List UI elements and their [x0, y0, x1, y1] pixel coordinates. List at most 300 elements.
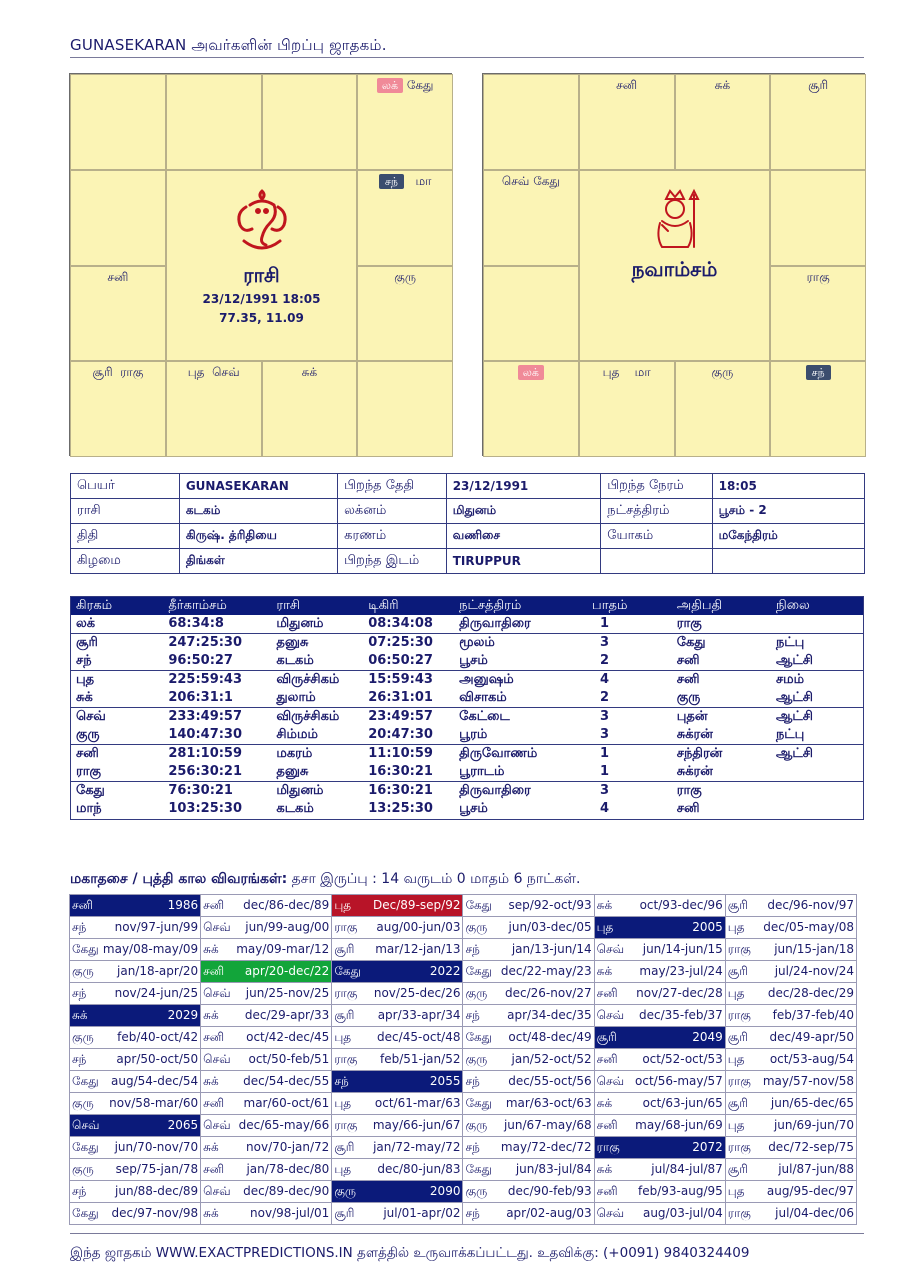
navamsa-chart	[482, 73, 865, 456]
planet-row	[70, 652, 864, 671]
planet-row	[70, 689, 864, 708]
dasa-cell	[594, 1093, 725, 1115]
dasa-row	[70, 1115, 857, 1137]
dasa-cell	[725, 1203, 856, 1225]
dasa-cell	[332, 1137, 463, 1159]
dasa-planet: குரு	[334, 1183, 357, 1198]
dasa-planet: சுக்	[203, 1139, 219, 1154]
planet-column-header: டிகிரி	[362, 596, 453, 615]
dasa-planet: சூரி	[334, 941, 355, 956]
dasa-title-rest: தசா இருப்பு : 14 வருடம் 0 மாதம் 6 நாட்கள்.	[287, 871, 581, 887]
dasa-period: jul/01-apr/02	[383, 1205, 461, 1220]
planet-column-header: அதிபதி	[671, 596, 770, 615]
dasa-cell	[725, 939, 856, 961]
dasa-cell	[463, 939, 594, 961]
dasa-period: mar/63-oct/63	[505, 1095, 592, 1110]
dasa-period: jul/04-dec/06	[775, 1205, 854, 1220]
dasa-planet: கேது	[72, 941, 99, 956]
dasa-planet: சனி	[203, 1161, 225, 1176]
dasa-period: jun/14-jun/15	[642, 941, 723, 956]
dasa-cell	[332, 961, 463, 983]
dasa-planet: சனி	[203, 1029, 225, 1044]
planet-cell: சுக்	[76, 690, 93, 705]
dasa-planet: கேது	[465, 1029, 493, 1044]
dasa-period: dec/35-feb/37	[639, 1007, 723, 1022]
dasa-planet: சந்	[465, 1205, 480, 1220]
dasa-planet: செவ்	[596, 1205, 625, 1220]
dasa-cell	[70, 1181, 201, 1203]
dasa-cell	[594, 917, 725, 939]
rasi-cell-libra	[262, 361, 358, 457]
dasa-planet: கேது	[465, 897, 493, 912]
dasa-cell	[594, 983, 725, 1005]
dasa-planet: புத	[334, 1029, 352, 1044]
dasa-planet: சந்	[334, 1073, 349, 1088]
dasa-planet: செவ்	[596, 1007, 625, 1022]
dasa-cell	[332, 1093, 463, 1115]
dasa-cell	[725, 1115, 856, 1137]
dasa-planet: சந்	[465, 1139, 480, 1154]
planet-cell: 1	[600, 616, 610, 631]
planet-cell: ராகு	[671, 782, 770, 801]
planet-cell: 103:25:30	[168, 801, 243, 816]
dasa-period: nov/97-jun/99	[114, 919, 199, 934]
planet-cell: திருவாதிரை	[453, 782, 586, 801]
dasa-cell	[725, 1093, 856, 1115]
dasa-cell	[201, 939, 332, 961]
planet-cell: 225:59:43	[162, 671, 270, 690]
dasa-planet: செவ்	[203, 985, 231, 1000]
planet-cell: விருச்சிகம்	[270, 708, 362, 727]
planet-cell: துலாம்	[276, 690, 316, 705]
info-label	[601, 549, 712, 574]
planet-cell: ராகு	[676, 616, 702, 631]
planet-cell: மிதுனம்	[276, 616, 324, 631]
rasi-cell-taurus	[262, 74, 358, 170]
planet-cell: சிம்மம்	[276, 727, 318, 742]
dasa-planet: ராகு	[334, 985, 358, 1000]
dasa-period: jun/03-dec/05	[508, 919, 592, 934]
planet-cell: சூரி	[70, 634, 162, 653]
dasa-planet: புத	[334, 897, 352, 912]
dasa-cell	[201, 1115, 332, 1137]
planet-row	[70, 634, 864, 653]
dasa-period: feb/93-aug/95	[638, 1183, 723, 1198]
dasa-cell	[70, 1049, 201, 1071]
info-value: வணிசை	[446, 524, 601, 549]
dasa-period: dec/90-feb/93	[507, 1183, 592, 1198]
dasa-planet: ராகு	[727, 941, 751, 956]
planet-cell: 07:25:30	[362, 634, 453, 653]
dasa-planet: சூரி	[596, 1029, 617, 1044]
dasa-planet: சூரி	[727, 1029, 748, 1044]
dasa-period: nov/58-mar/60	[109, 1095, 199, 1110]
info-label: பெயர்	[71, 474, 180, 499]
dasa-planet: செவ்	[203, 1117, 231, 1132]
dasa-cell	[594, 1049, 725, 1071]
planet-cell: விருச்சிகம்	[270, 671, 362, 690]
rasi-cell-sagittarius	[70, 361, 166, 457]
dasa-row	[70, 1203, 857, 1225]
rasi-title: ராசி	[243, 262, 280, 287]
dasa-cell	[70, 1027, 201, 1049]
planet-cell: மிதுனம்	[270, 782, 362, 801]
info-value: திங்கள்	[179, 549, 337, 574]
dasa-cell	[70, 1115, 201, 1137]
dasa-planet: ராகு	[727, 1139, 751, 1154]
planet-cell: சமம்	[770, 671, 864, 690]
dasa-period: may/57-nov/58	[762, 1073, 854, 1088]
dasa-row	[70, 939, 857, 961]
dasa-period: dec/54-dec/55	[243, 1073, 330, 1088]
planet-cell: பூராடம்	[459, 764, 505, 779]
rasi-coords: 77.35, 11.09	[219, 310, 304, 325]
dasa-period: oct/42-dec/45	[246, 1029, 330, 1044]
navamsa-cell-text: செவ் கேது	[501, 173, 560, 188]
dasa-cell	[594, 1137, 725, 1159]
navamsa-cell-taurus	[675, 74, 771, 170]
dasa-planet: சந்	[72, 1051, 87, 1066]
rasi-cell-text: புத செவ்	[187, 365, 240, 380]
planet-cell: ஆட்சி	[770, 708, 864, 727]
dasa-row	[70, 961, 857, 983]
dasa-cell	[594, 895, 725, 917]
dasa-period: apr/02-aug/03	[506, 1205, 592, 1220]
dasa-planet: சந்	[72, 985, 87, 1000]
planet-column-header: ராசி	[270, 596, 362, 615]
dasa-planet: புத	[596, 919, 614, 934]
dasa-cell	[463, 1203, 594, 1225]
dasa-period: dec/05-may/08	[763, 919, 854, 934]
dasa-cell	[201, 1137, 332, 1159]
dasa-cell	[725, 895, 856, 917]
planet-cell: 1	[586, 745, 671, 764]
dasa-period: 2065	[167, 1117, 199, 1132]
planet-column-header: நட்சத்திரம்	[453, 596, 586, 615]
dasa-planet: சந்	[72, 1183, 87, 1198]
planet-cell: அனுஷம்	[453, 671, 586, 690]
dasa-period: dec/55-oct/56	[508, 1073, 592, 1088]
planet-cell: விசாகம்	[459, 690, 507, 705]
dasa-planet: புத	[727, 919, 745, 934]
dasa-planet: செவ்	[203, 1051, 231, 1066]
dasa-period: dec/28-dec/29	[767, 985, 854, 1000]
info-row	[71, 549, 865, 574]
planet-cell: நட்பு	[770, 634, 864, 653]
dasa-planet: சந்	[465, 941, 480, 956]
dasa-period: may/72-dec/72	[500, 1139, 592, 1154]
dasa-planet: குரு	[465, 1117, 488, 1132]
navamsa-cell-virgo	[770, 361, 866, 457]
dasa-planet: கேது	[72, 1139, 99, 1154]
dasa-cell	[594, 1071, 725, 1093]
dasa-row	[70, 1005, 857, 1027]
planet-cell	[770, 615, 864, 634]
murugan-icon	[642, 185, 708, 251]
dasa-planet: சுக்	[203, 1073, 219, 1088]
dasa-planet: சந்	[465, 1073, 480, 1088]
planet-cell: பூரம்	[459, 727, 488, 742]
dasa-planet: குரு	[465, 1183, 488, 1198]
rasi-cell-gemini	[357, 74, 453, 170]
dasa-planet: சூரி	[727, 1095, 748, 1110]
dasa-cell	[594, 961, 725, 983]
dasa-cell	[70, 939, 201, 961]
planet-cell: 15:59:43	[362, 671, 453, 690]
planet-cell: கேட்டை	[453, 708, 586, 727]
dasa-planet: சுக்	[203, 941, 219, 956]
navamsa-cell-text: புத மா	[602, 365, 651, 380]
planet-cell: 20:47:30	[368, 727, 433, 742]
dasa-cell	[201, 895, 332, 917]
planet-cell: 3	[600, 727, 610, 742]
dasa-planet: சூரி	[334, 1205, 355, 1220]
dasa-cell	[201, 1049, 332, 1071]
dasa-period: jun/69-jun/70	[773, 1117, 854, 1132]
planet-cell: 3	[586, 782, 671, 801]
dasa-row	[70, 895, 857, 917]
dasa-period: oct/48-dec/49	[508, 1029, 592, 1044]
dasa-cell	[332, 1181, 463, 1203]
rasi-cell-text: சனி	[107, 269, 129, 284]
dasa-cell	[201, 1159, 332, 1181]
dasa-row	[70, 1159, 857, 1181]
dasa-planet: செவ்	[596, 941, 625, 956]
dasa-planet: சூரி	[727, 1161, 748, 1176]
dasa-period: jan/18-apr/20	[117, 963, 199, 978]
dasa-cell	[201, 917, 332, 939]
dasa-planet: கேது	[465, 1095, 493, 1110]
planet-cell: 140:47:30	[168, 727, 243, 742]
dasa-planet: சுக்	[203, 1205, 219, 1220]
planet-cell: மூலம்	[453, 634, 586, 653]
info-label: யோகம்	[601, 524, 712, 549]
navamsa-cell-text: சுக்	[714, 78, 731, 92]
navamsa-cell-leo	[770, 266, 866, 362]
info-label: கிழமை	[71, 549, 180, 574]
planet-cell: 247:25:30	[162, 634, 270, 653]
dasa-period: sep/92-oct/93	[508, 897, 592, 912]
dasa-planet: செவ்	[596, 1073, 625, 1088]
dasa-planet: சனி	[596, 1051, 618, 1066]
info-value: கிருஷ். த்ரிதியை	[179, 524, 337, 549]
footer-divider	[70, 1233, 864, 1234]
info-label: ராசி	[71, 499, 180, 524]
dasa-period: apr/50-oct/50	[116, 1051, 199, 1066]
dasa-period: nov/27-dec/28	[636, 985, 723, 1000]
dasa-cell	[70, 1159, 201, 1181]
dasa-cell	[332, 895, 463, 917]
planet-cell: புதன்	[671, 708, 770, 727]
dasa-period: mar/60-oct/61	[243, 1095, 330, 1110]
dasa-planet: சந்	[465, 1007, 480, 1022]
lagna-badge: லக்	[518, 365, 544, 380]
dasa-period: jan/52-oct/52	[511, 1051, 592, 1066]
planet-row	[70, 745, 864, 764]
dasa-planet: ராகு	[727, 1007, 751, 1022]
planet-cell: 96:50:27	[168, 653, 233, 668]
dasa-cell	[332, 1115, 463, 1137]
dasa-period: oct/53-aug/54	[769, 1051, 854, 1066]
dasa-cell	[201, 983, 332, 1005]
dasa-row	[70, 1093, 857, 1115]
dasa-period: dec/65-may/66	[238, 1117, 330, 1132]
dasa-cell	[463, 1093, 594, 1115]
planet-column-header: தீர்காம்சம்	[162, 596, 270, 615]
info-value: பூசம் - 2	[712, 499, 864, 524]
navamsa-cell-aquarius	[483, 170, 579, 266]
planet-cell: 68:34:8	[168, 616, 224, 631]
dasa-period: nov/25-dec/26	[373, 985, 461, 1000]
dasa-period: apr/34-dec/35	[507, 1007, 592, 1022]
planet-cell: சந்	[76, 653, 92, 668]
dasa-cell	[201, 1071, 332, 1093]
dasa-cell	[463, 1071, 594, 1093]
planet-cell: தனுசு	[276, 764, 309, 779]
planet-cell: கடகம்	[276, 801, 314, 816]
dasa-planet: ராகு	[727, 1073, 751, 1088]
dasa-cell	[463, 983, 594, 1005]
dasa-period: dec/80-jun/83	[377, 1161, 461, 1176]
dasa-cell	[70, 895, 201, 917]
dasa-cell	[594, 939, 725, 961]
info-value: 18:05	[712, 474, 864, 499]
dasa-planet: செவ்	[203, 919, 231, 934]
planet-cell: 11:10:59	[362, 745, 453, 764]
dasa-period: dec/96-nov/97	[767, 897, 854, 912]
navamsa-title: நவாம்சம்	[631, 256, 718, 281]
rasi-datetime: 23/12/1991 18:05	[202, 291, 321, 306]
dasa-planet: சூரி	[727, 897, 748, 912]
planet-row	[70, 763, 864, 782]
planet-cell: 08:34:08	[368, 616, 433, 631]
planet-cell: 281:10:59	[162, 745, 270, 764]
planet-cell: ராகு	[76, 764, 101, 779]
planet-cell: 23:49:57	[362, 708, 453, 727]
planet-cell: தனுசு	[270, 634, 362, 653]
dasa-period: 2090	[429, 1183, 461, 1198]
planet-cell: 2	[600, 690, 610, 705]
planet-cell: 26:31:01	[368, 690, 433, 705]
navamsa-cell-text: சனி	[616, 78, 638, 92]
dasa-planet: குரு	[72, 1095, 94, 1110]
dasa-cell	[594, 1203, 725, 1225]
dasa-period: jan/78-dec/80	[246, 1161, 330, 1176]
dasa-period: oct/93-dec/96	[639, 897, 723, 912]
planet-cell: பூசம்	[459, 801, 488, 816]
planet-column-header: நிலை	[770, 596, 864, 615]
dasa-period: aug/54-dec/54	[111, 1073, 199, 1088]
planet-cell: 1	[600, 764, 610, 779]
planet-cell: சந்திரன்	[671, 745, 770, 764]
planet-row	[70, 726, 864, 745]
dasa-period: apr/33-apr/34	[377, 1007, 461, 1022]
dasa-cell	[725, 917, 856, 939]
info-label: பிறந்த நேரம்	[601, 474, 712, 499]
planet-cell: செவ்	[70, 708, 162, 727]
dasa-cell	[594, 1005, 725, 1027]
dasa-row	[70, 917, 857, 939]
planet-cell: 4	[600, 801, 610, 816]
dasa-planet: புத	[727, 1117, 745, 1132]
dasa-cell	[70, 1071, 201, 1093]
dasa-period: 2022	[429, 963, 461, 978]
dasa-planet: சுக்	[596, 1095, 613, 1110]
rasi-cell-cancer	[357, 170, 453, 266]
dasa-planet: கேது	[72, 1205, 99, 1220]
planet-row	[70, 800, 864, 818]
rasi-cell-capricorn	[70, 266, 166, 362]
navamsa-cell-text: குரு	[711, 365, 734, 380]
dasa-planet: சனி	[72, 897, 93, 912]
navamsa-cell-sagittarius	[483, 361, 579, 457]
dasa-planet: புத	[727, 1051, 745, 1066]
dasa-cell	[70, 983, 201, 1005]
dasa-cell	[463, 1181, 594, 1203]
dasa-planet: புத	[727, 985, 745, 1000]
dasa-period: oct/50-feb/51	[248, 1051, 330, 1066]
planet-cell: மாந்	[76, 801, 102, 816]
dasa-row	[70, 1049, 857, 1071]
navamsa-cell-text: சூரி	[808, 78, 829, 92]
navamsa-cell-libra	[675, 361, 771, 457]
dasa-cell	[594, 1027, 725, 1049]
dasa-period: nov/70-jan/72	[246, 1139, 330, 1154]
page-title: GUNASEKARAN அவர்களின் பிறப்பு ஜாதகம்.	[70, 36, 387, 54]
dasa-cell	[201, 961, 332, 983]
dasa-cell	[332, 917, 463, 939]
planet-cell: சனி	[676, 801, 700, 816]
planet-cell: 76:30:21	[162, 782, 270, 801]
dasa-period: 2072	[692, 1139, 723, 1154]
dasa-cell	[332, 1049, 463, 1071]
dasa-period: oct/56-may/57	[635, 1073, 723, 1088]
dasa-period: dec/72-sep/75	[768, 1139, 854, 1154]
dasa-cell	[725, 1005, 856, 1027]
dasa-period: jan/72-may/72	[373, 1139, 461, 1154]
dasa-planet: சனி	[596, 1117, 618, 1132]
planet-column-header: கிரகம்	[70, 596, 162, 615]
planet-cell: மகரம்	[270, 745, 362, 764]
rasi-cell-scorpio	[166, 361, 262, 457]
dasa-cell	[201, 1027, 332, 1049]
planet-row	[70, 782, 864, 801]
dasa-cell	[201, 1005, 332, 1027]
dasa-period: jun/67-may/68	[503, 1117, 592, 1132]
footer-text: இந்த ஜாதகம் WWW.EXACTPREDICTIONS.IN தளத்தில் உருவாக்கப்பட்டது. உதவிக்கு: (+0091) 9840324409	[70, 1245, 750, 1261]
planet-column-header: பாதம்	[586, 596, 671, 615]
dasa-planet: புத	[727, 1183, 745, 1198]
navamsa-cell-scorpio	[579, 361, 675, 457]
planet-cell: நட்பு	[775, 727, 805, 742]
dasa-cell	[463, 961, 594, 983]
dasa-cell	[463, 1159, 594, 1181]
dasa-planet: ராகு	[334, 1051, 358, 1066]
info-value	[712, 549, 864, 574]
birth-info-table	[70, 473, 865, 574]
dasa-cell	[463, 1005, 594, 1027]
dasa-cell	[725, 1137, 856, 1159]
dasa-cell	[463, 1049, 594, 1071]
dasa-period: Dec/89-sep/92	[373, 897, 461, 912]
dasa-planet: புத	[334, 1095, 352, 1110]
dasa-period: 2029	[167, 1007, 199, 1022]
planet-cell: ஆட்சி	[775, 653, 813, 668]
rasi-cell-aries	[166, 74, 262, 170]
dasa-cell	[201, 1093, 332, 1115]
planet-cell: ஆட்சி	[775, 690, 813, 705]
dasa-planet: சுக்	[203, 1007, 219, 1022]
